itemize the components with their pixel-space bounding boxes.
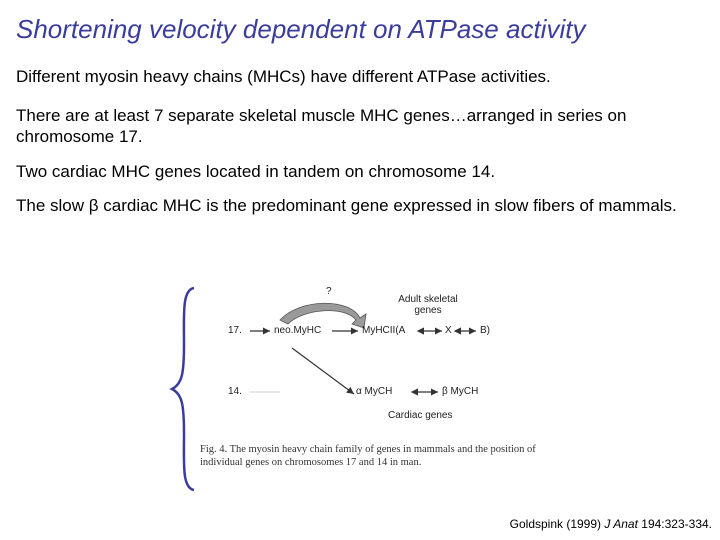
paragraph-slow-beta: The slow β cardiac MHC is the predominant gene expressed in slow fibers of mammals. xyxy=(16,196,677,215)
paragraph-cardiac-genes: Two cardiac MHC genes located in tandem on chromosome 14. xyxy=(16,162,496,181)
adult-skeletal-label: Adult skeletal genes xyxy=(398,294,458,316)
paragraph-skeletal-genes: There are at least 7 separate skeletal muscle MHC genes…arranged in series on chromosome 17. xyxy=(16,106,627,146)
citation xyxy=(510,517,712,531)
beta-mych-gene: β MyCH xyxy=(442,386,479,397)
cardiac-genes-label: Cardiac genes xyxy=(388,410,453,421)
slide-title: Shortening velocity dependent on ATPase activity xyxy=(16,14,586,44)
arrow-neo-to-alpha xyxy=(292,348,354,394)
myosin-gene-figure xyxy=(170,280,550,495)
paragraph-mhc-atpase: Different myosin heavy chains (MHCs) have different ATPase activities. xyxy=(16,67,551,86)
myhcii-a-gene: MyHCII(A xyxy=(362,325,406,336)
b-gene: B) xyxy=(480,325,490,336)
alpha-mych-gene: α MyCH xyxy=(356,386,393,397)
figure-caption: Fig. 4. The myosin heavy chain family of genes in mammals and the position of individual genes on chromosomes 17 and 14 in man. xyxy=(200,444,536,468)
chromosome-14-label: 14. xyxy=(228,386,242,397)
chromosome-17-label: 17. xyxy=(228,325,242,336)
citation-journal: J Anat xyxy=(604,517,638,531)
citation-authors: Goldspink (1999) xyxy=(509,517,605,531)
x-gene: X xyxy=(445,325,452,336)
neo-myhc-gene: neo.MyHC xyxy=(274,325,322,336)
question-mark: ? xyxy=(326,286,332,297)
citation-pages: 194:323-334. xyxy=(637,517,712,531)
